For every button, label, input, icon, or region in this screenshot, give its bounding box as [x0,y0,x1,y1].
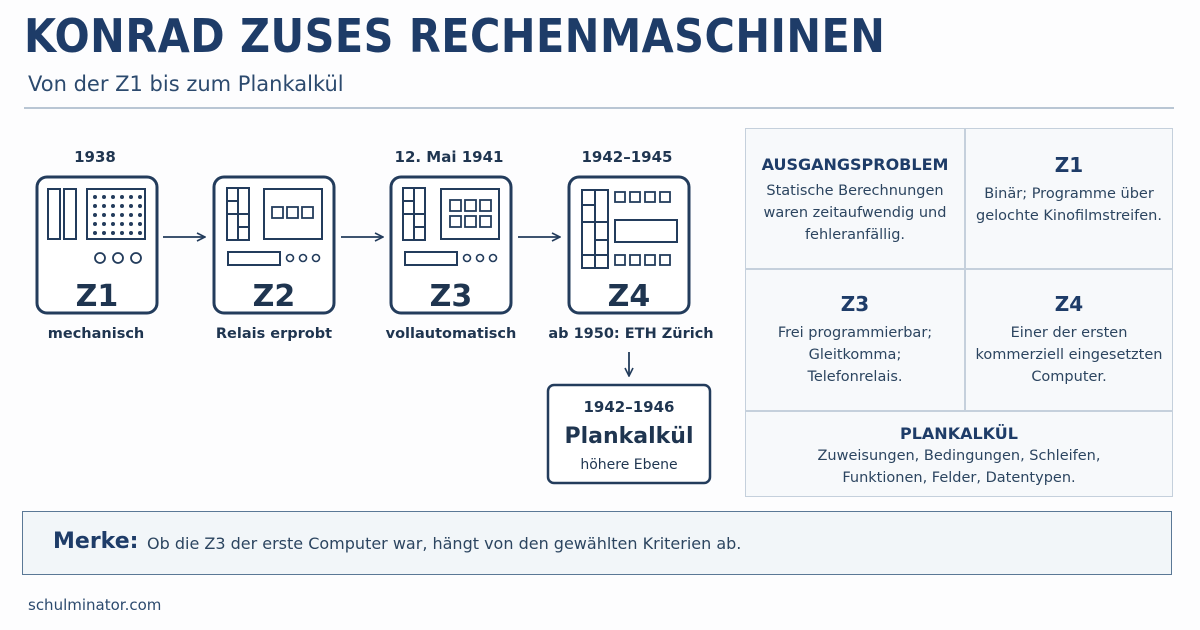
page-subtitle: Von der Z1 bis zum Plankalkül [28,72,344,96]
cell-line: Statische Berechnungen [766,183,944,199]
z1-machine [37,177,157,314]
cell-text [754,180,956,246]
info-grid [745,128,1173,497]
cell-text [754,445,1164,489]
cell-line: Binär; Programme über [984,186,1154,202]
cell-heading: Z4 [1054,292,1084,316]
z3-label: Z3 [429,279,473,314]
cell-heading: Z1 [1054,153,1084,177]
merke-label: Merke: [53,529,139,554]
z1-year: 1938 [74,148,116,166]
cell-line: Funktionen, Felder, Datentypen. [842,470,1076,486]
grid-divider-horizontal-1 [746,268,1172,270]
plankalkuel-title: Plankalkül [564,424,694,449]
z3-year: 12. Mai 1941 [394,148,504,166]
plankalkuel-years: 1942–1946 [583,398,675,416]
timeline-diagram [0,0,740,500]
plankalkuel-caption: höhere Ebene [580,457,678,473]
plankalkuel-box [548,385,710,483]
z4-year: 1942–1945 [581,148,673,166]
cell-text [973,183,1165,227]
cell-line: waren zeitaufwendig und [763,205,947,221]
cell-ausgangsproblem [746,155,964,246]
cell-line: Einer der ersten [1010,325,1128,341]
z2-caption: Relais erprobt [215,326,333,342]
cell-line: kommerziell eingesetzten [975,347,1163,363]
cell-z3 [746,292,964,388]
cell-text [754,322,956,388]
z1-caption: mechanisch [47,326,145,342]
z1-label: Z1 [75,279,119,314]
cell-line: fehleranfällig. [804,227,906,243]
cell-line: gelochte Kinofilmstreifen. [976,208,1162,224]
z4-caption: ab 1950: ETH Zürich [548,326,714,342]
merke-text: Ob die Z3 der erste Computer war, hängt von den gewählten Kriterien ab. [147,534,742,553]
z2-label: Z2 [252,279,296,314]
cell-line: Telefonrelais. [807,369,903,385]
z4-machine [569,177,689,314]
page-title: KONRAD ZUSES RECHENMASCHINEN [24,9,886,63]
cell-line: Gleitkomma; [808,347,902,363]
cell-plankalkuel [746,424,1172,489]
merke-note [22,511,1172,575]
cell-heading: PLANKALKÜL [900,424,1018,443]
cell-z4 [965,292,1173,388]
z3-caption: vollautomatisch [385,326,517,342]
cell-line: Zuweisungen, Bedingungen, Schleifen, [817,448,1101,464]
cell-heading: Z3 [840,292,870,316]
cell-text [973,322,1165,388]
z2-machine [214,177,334,314]
footer-site: schulminator.com [28,596,162,614]
z3-machine [391,177,511,314]
grid-divider-horizontal-2 [746,410,1172,412]
cell-line: Computer. [1031,369,1107,385]
cell-z1 [965,153,1173,227]
z4-label: Z4 [607,279,651,314]
cell-line: Frei programmierbar; [777,325,933,341]
cell-heading: AUSGANGSPROBLEM [761,155,949,174]
